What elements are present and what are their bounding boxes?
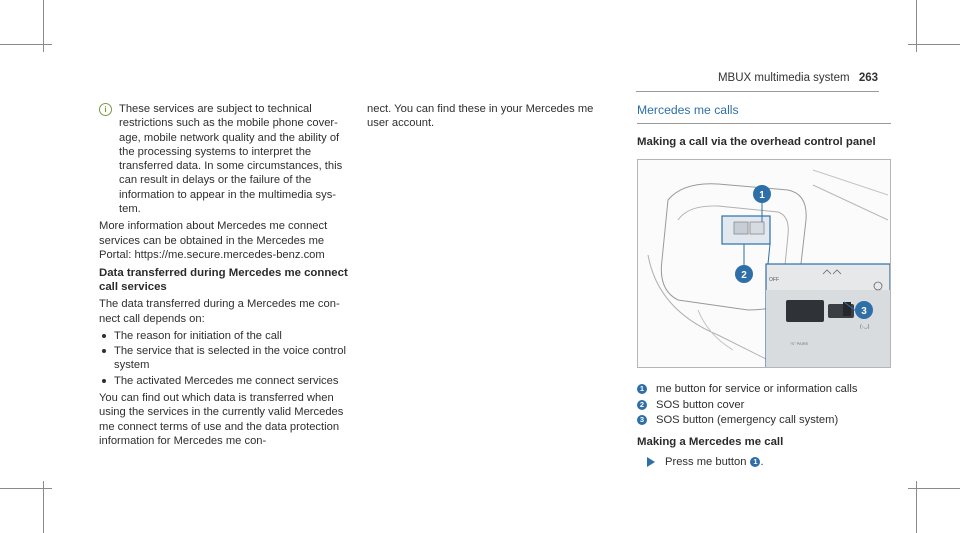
- header-rule: [636, 91, 879, 92]
- more-info-text: More information about Mercedes me connect services can be obtained in the Mercedes me Portal: https://me.secure.mercedes-benz.com: [99, 220, 328, 261]
- legend-item: 2 SOS button cover: [637, 398, 892, 412]
- callout-badge: 2: [637, 400, 647, 410]
- header-title: MBUX multimedia system: [717, 72, 850, 84]
- section-title: Mercedes me calls: [637, 103, 739, 117]
- callout-badge: 3: [637, 415, 647, 425]
- list-item: The activated Mercedes me connect services: [99, 374, 349, 388]
- list-item: The service that is selected in the voice control system: [99, 344, 349, 373]
- note-text: These services are subject to technical restrictions such as the mobile phone coverage, mobile network quality and the ability of the processing systems to interpret the transferred data. In some circumstances, this can result in delays or the failure of the information to appear in the multimedia system.: [119, 103, 343, 216]
- callout-badge: 1: [637, 384, 647, 394]
- callout-1: 1: [759, 190, 765, 202]
- legend-item: 1 me button for service or information calls: [637, 382, 892, 396]
- svg-text:(·◡): (·◡): [860, 324, 870, 331]
- page-number: 263: [858, 72, 878, 84]
- section-rule: [637, 123, 891, 124]
- data-transferred-heading: Data transferred during Mercedes me connect call services: [99, 267, 348, 294]
- crop-mark: [908, 488, 960, 489]
- figure-legend: [637, 382, 892, 427]
- page-header: [718, 72, 878, 84]
- data-intro-text: The data transferred during a Mercedes me connect call depends on:: [99, 298, 340, 325]
- list-item: The reason for initiation of the call: [99, 329, 349, 343]
- inset-label-bottom: "S" PAIRE: [790, 341, 809, 347]
- column-left: [99, 102, 349, 451]
- column-middle: [367, 102, 615, 134]
- overhead-panel-figure: [637, 159, 891, 368]
- crop-mark: [908, 44, 960, 45]
- bullet-icon: [102, 379, 106, 383]
- overhead-panel-illustration: [638, 160, 890, 367]
- crop-mark: [0, 44, 52, 45]
- step-arrow-icon: [647, 457, 655, 467]
- instruction-step: [637, 455, 892, 469]
- callout-2: 2: [741, 270, 747, 282]
- crop-mark: [0, 488, 52, 489]
- closing-text: You can find out which data is transferred when using the services in the currently valid Mercedes me connect terms of use and the data protection information for Mercedes me con-: [99, 392, 344, 447]
- inset-label-off: OFF: [769, 277, 779, 284]
- continuation-text: nect. You can find these in your Mercedes me user account.: [367, 103, 594, 130]
- column-right: [637, 102, 892, 469]
- step-text: Press me button: [665, 456, 747, 469]
- note-block: [99, 102, 349, 219]
- step-end: .: [760, 456, 764, 469]
- callout-badge: 1: [750, 457, 760, 467]
- overhead-panel-heading: Making a call via the overhead control panel: [637, 136, 876, 149]
- make-call-heading: Making a Mercedes me call: [637, 436, 784, 449]
- bullet-list: [99, 329, 349, 388]
- info-icon: i: [99, 103, 112, 116]
- callout-3: 3: [861, 306, 867, 318]
- bullet-icon: [102, 334, 106, 338]
- bullet-icon: [102, 349, 106, 353]
- legend-item: 3 SOS button (emergency call system): [637, 413, 892, 427]
